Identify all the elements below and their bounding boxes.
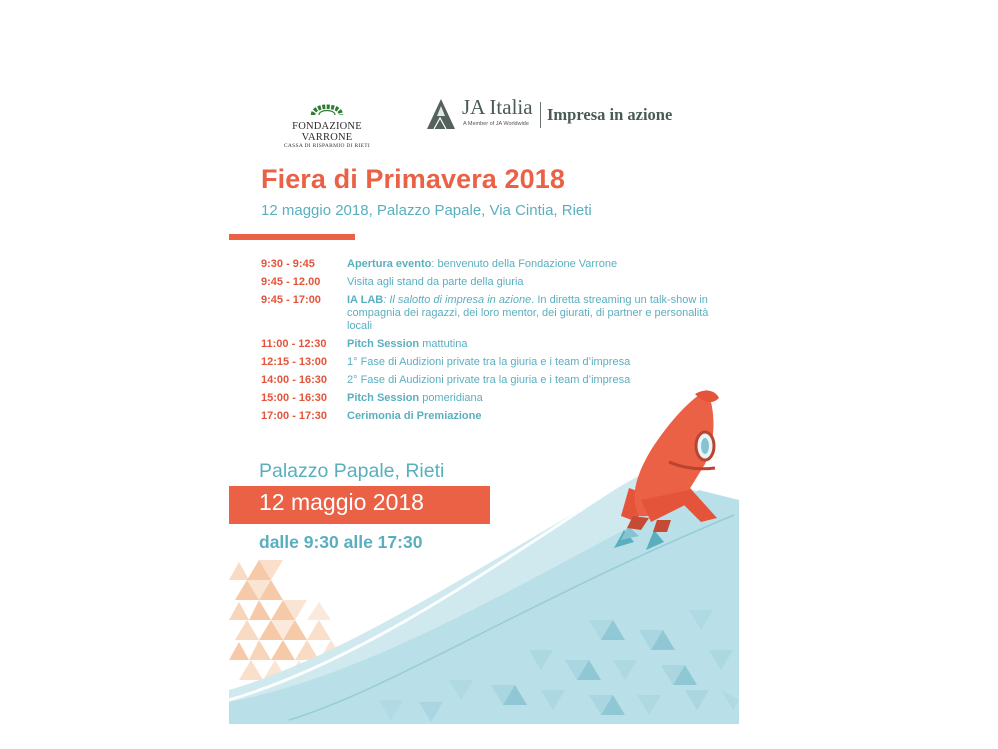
agenda-desc: Visita agli stand da parte della giuria (347, 276, 524, 288)
agenda-bold: Cerimonia di Premiazione (347, 410, 482, 422)
agenda-bold: IA LAB (347, 294, 384, 306)
event-subtitle: 12 maggio 2018, Palazzo Papale, Via Cintia, Rieti (261, 202, 592, 219)
fondazione-subtitle: CASSA DI RISPARMIO DI RIETI (283, 143, 371, 149)
agenda-item (261, 338, 721, 351)
ja-mountain-icon (426, 98, 456, 130)
agenda-desc: pomeridiana (419, 392, 483, 404)
agenda-item (261, 356, 721, 369)
agenda-item (261, 258, 721, 271)
agenda-desc: 1° Fase di Audizioni private tra la giuria e i team d’impresa (347, 356, 631, 368)
fondazione-name: FONDAZIONE VARRONE (292, 121, 362, 143)
arch-icon (309, 98, 345, 116)
event-date: 12 maggio 2018 (259, 489, 424, 515)
logo-divider (540, 102, 541, 128)
agenda-bold: Pitch Session (347, 392, 420, 404)
agenda-time: 9:45 - 17:00 (261, 294, 321, 306)
agenda-time: 14:00 - 16:30 (261, 374, 328, 386)
event-title: Fiera di Primavera 2018 (261, 164, 565, 194)
fondazione-varrone-logo (267, 98, 387, 150)
agenda-bold: Pitch Session (347, 338, 420, 350)
ja-tagline: A Member of JA Worldwide (463, 121, 529, 127)
agenda-item (261, 392, 721, 405)
agenda-time: 9:45 - 12.00 (261, 276, 321, 288)
agenda-time: 12:15 - 13:00 (261, 356, 328, 368)
ja-italia-logo (426, 94, 726, 134)
agenda-bold: Apertura evento (347, 258, 432, 270)
agenda-time: 9:30 - 9:45 (261, 258, 315, 270)
agenda-item (261, 276, 721, 289)
event-place: Palazzo Papale, Rieti (259, 460, 445, 482)
event-poster (229, 90, 739, 724)
date-banner (229, 486, 490, 524)
agenda-desc: mattutina (419, 338, 468, 350)
agenda-list (261, 258, 721, 428)
agenda-item (261, 294, 721, 333)
program-name: Impresa in azione (547, 105, 673, 124)
agenda-time: 17:00 - 17:30 (261, 410, 328, 422)
accent-bar (229, 234, 355, 240)
agenda-desc: . In diretta streaming un talk-show in compagnia dei ragazzi, dei loro mentor, dei giurati, di partner e personalità locali (347, 294, 709, 332)
agenda-item (261, 374, 721, 387)
agenda-desc: 2° Fase di Audizioni private tra la giuria e i team d’impresa (347, 374, 631, 386)
ja-italia-name: JA Italia (462, 95, 533, 119)
agenda-italic: : Il salotto di impresa in azione (383, 294, 532, 306)
agenda-time: 15:00 - 16:30 (261, 392, 328, 404)
agenda-item (261, 410, 721, 423)
agenda-desc: : benvenuto della Fondazione Varrone (431, 258, 618, 270)
event-hours: dalle 9:30 alle 17:30 (259, 532, 423, 552)
agenda-time: 11:00 - 12:30 (261, 338, 327, 350)
